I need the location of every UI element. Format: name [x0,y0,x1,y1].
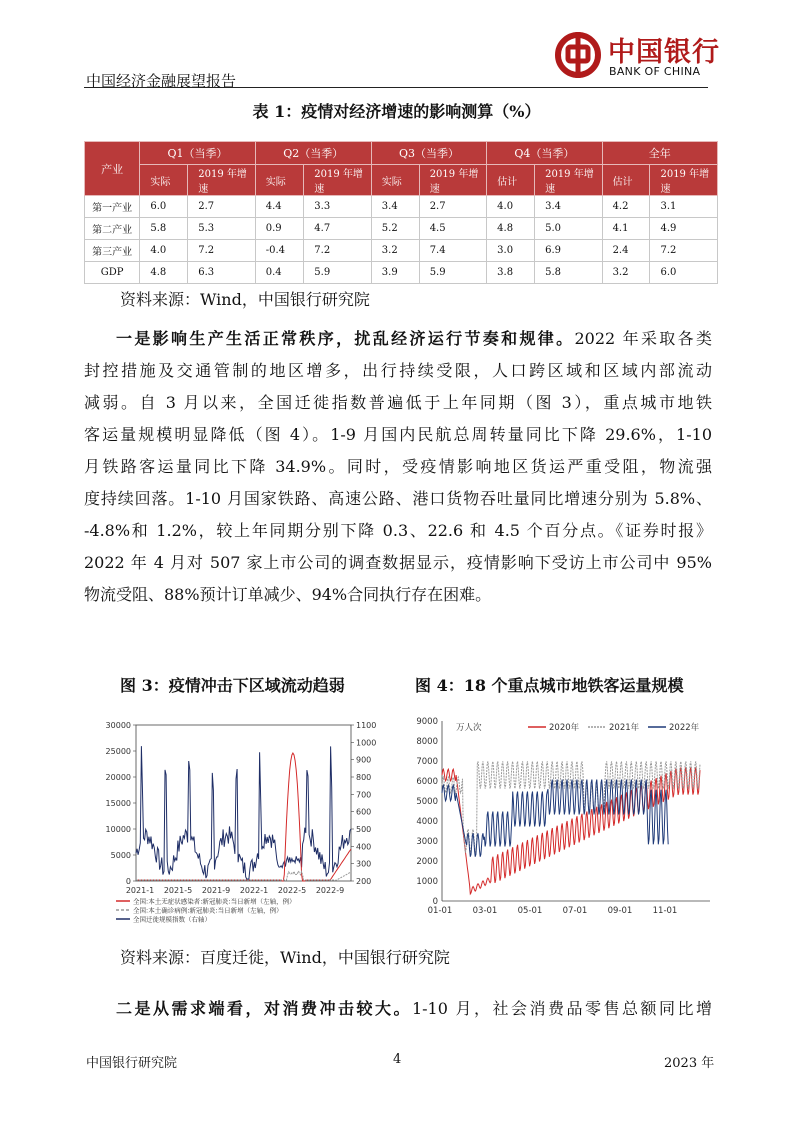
subheader: 估计 [487,165,535,196]
x-axis-tick-label: 11-01 [652,906,678,916]
table-cell: 6.9 [535,240,602,262]
subheader: 2019 年增速 [419,165,486,196]
paragraph-text: 2022 年采取各类 [574,329,712,348]
subheader: 估计 [602,165,650,196]
footer-org: 中国银行研究院 [86,1056,178,1071]
left-axis-tick-label: 25000 [105,747,131,756]
table-cell: 4.7 [304,218,371,240]
report-header-title: 中国经济金融展望报告 [86,72,237,90]
subheader: 2019 年增速 [304,165,371,196]
table-cell: 7.4 [419,240,486,262]
left-axis-tick-label: 15000 [105,799,131,808]
table-cell: 5.8 [140,218,188,240]
table-cell: 4.2 [602,196,650,218]
table-cell: 3.9 [371,262,419,284]
x-axis-tick-label: 09-01 [607,906,633,916]
y-axis-tick-label: 2000 [416,857,438,867]
x-axis-tick-label: 01-01 [427,906,453,916]
table-cell: -0.4 [255,240,304,262]
table-cell: 2.7 [419,196,486,218]
group-header: Q1（当季） [140,142,255,165]
row-label: 第三产业 [85,240,140,262]
legend-label: 全国:本土确诊病例:新冠肺炎:当日新增（左轴，例） [133,906,283,915]
subheader: 实际 [255,165,304,196]
table-cell: 3.0 [487,240,535,262]
right-axis-tick-label: 400 [356,842,372,852]
table-cell: 4.8 [487,218,535,240]
right-axis-tick-label: 700 [356,790,372,800]
series-2021 [442,761,700,852]
table-body [85,196,718,284]
table-cell: 7.2 [650,240,718,262]
y-axis-tick-label: 4000 [416,817,438,827]
logo-english-text: BANK OF CHINA [609,65,701,78]
x-axis-tick-label: 2022-1 [239,886,269,895]
figure3-title: 图 3：疫情冲击下区域流动趋弱 [120,676,345,695]
paragraph-line: -4.8%和 1.2%，较上年同期分别下降 0.3、22.6 和 4.5 个百分点。《证券时报》 [84,521,712,540]
table-cell: 4.9 [650,218,718,240]
table-cell: 0.4 [255,262,304,284]
y-axis-tick-label: 9000 [416,717,438,727]
left-axis-tick-label: 0 [125,877,131,886]
table-row [85,262,718,284]
group-header: Q2（当季） [255,142,371,165]
x-axis-tick-label: 2022-9 [315,886,345,895]
table-row [85,218,718,240]
page-number: 4 [393,1052,402,1067]
figure3-mobility-chart [96,713,386,943]
x-axis-tick-label: 2021-5 [163,886,193,895]
table-cell: 5.9 [419,262,486,284]
legend-label: 全国:本土无症状感染者:新冠肺炎:当日新增（左轴，例） [133,897,296,906]
right-axis-tick-label: 600 [356,807,372,817]
y-axis-tick-label: 5000 [416,797,438,807]
left-axis-tick-label: 10000 [105,825,131,834]
left-axis-tick-label: 30000 [105,721,131,730]
x-axis-tick-label: 2021-1 [125,886,155,895]
table-cell: 5.9 [304,262,371,284]
legend-label: 2020年 [549,723,580,733]
figure-source: 资料来源：百度迁徙，Wind，中国银行研究院 [120,948,450,967]
subheader: 2019 年增速 [188,165,255,196]
table-cell: 5.8 [535,262,602,284]
right-axis-tick-label: 200 [356,877,372,886]
y-axis-tick-label: 1000 [416,877,438,887]
table-cell: 6.0 [140,196,188,218]
subheader: 2019 年增速 [650,165,718,196]
paragraph-line: 物流受阻、88%预计订单减少、94%合同执行存在困难。 [84,585,492,604]
paragraph-text: 1-10 月，社会消费品零售总额同比增 [411,999,712,1018]
table-cell: 3.1 [650,196,718,218]
left-axis-tick-label: 5000 [110,851,131,860]
x-axis-tick-label: 2021-9 [201,886,231,895]
group-header: Q3（当季） [371,142,486,165]
header-rule [84,87,708,88]
y-axis-tick-label: 7000 [416,757,438,767]
table-cell: 6.3 [188,262,255,284]
group-header: 全年 [602,142,717,165]
table-cell: 3.2 [602,262,650,284]
table-cell: 5.2 [371,218,419,240]
table-cell: 3.3 [304,196,371,218]
right-axis-tick-label: 800 [356,773,372,782]
table-cell: 4.5 [419,218,486,240]
table-row [85,196,718,218]
row-label: 第一产业 [85,196,140,218]
row-header: 产业 [85,142,140,196]
paragraph-line [84,993,712,1025]
table-cell: 7.2 [304,240,371,262]
table-cell: 4.0 [487,196,535,218]
series-asymptomatic [136,753,351,881]
y-axis-tick-label: 6000 [416,777,438,787]
paragraph-line: 客运量规模明显降低（图 4）。1-9 月国内民航总周转量同比下降 29.6%，1-10 [84,425,712,444]
logo-chinese-text: 中国银行 [608,37,720,68]
right-axis-tick-label: 500 [356,825,372,834]
right-axis-tick-label: 900 [356,755,372,765]
paragraph-consumption [84,993,712,1025]
table-cell: 4.4 [255,196,304,218]
x-axis-tick-label: 2022-5 [277,886,307,895]
table-cell: 2.4 [602,240,650,262]
x-axis-tick-label: 05-01 [517,906,543,916]
table-cell: 7.2 [188,240,255,262]
figure4-subway-chart [410,713,715,923]
paragraph-line: 月铁路客运量同比下降 34.9%。同时，受疫情影响地区货运严重受阻，物流强 [84,457,712,476]
paragraph-line: 2022 年 4 月对 507 家上市公司的调查数据显示，疫情影响下受访上市公司中 95% [84,553,712,572]
paragraph-line: 减弱。自 3 月以来，全国迁徙指数普遍低于上年同期（图 3），重点城市地铁 [84,393,712,412]
y-axis-tick-label: 3000 [416,837,438,847]
table-cell: 3.2 [371,240,419,262]
paragraph-line: 度持续回落。1-10 月国家铁路、高速公路、港口货物吞吐量同比增速分别为 5.8%、 [84,489,712,508]
series-mobility-index [136,746,351,879]
table-cell: 3.4 [535,196,602,218]
group-header: Q4（当季） [487,142,602,165]
row-label: 第二产业 [85,218,140,240]
impact-table [84,141,718,284]
paragraph-lead: 一是影响生产生活正常秩序，扰乱经济运行节奏和规律。 [116,329,575,348]
table-cell: 4.8 [140,262,188,284]
table-source: 资料来源：Wind，中国银行研究院 [120,290,370,309]
left-axis-tick-label: 20000 [105,773,131,782]
right-axis-tick-label: 300 [356,859,372,869]
table-row [85,240,718,262]
y-axis-tick-label: 0 [432,897,438,907]
subheader: 2019 年增速 [535,165,602,196]
table-cell: 6.0 [650,262,718,284]
x-axis-tick-label: 07-01 [562,906,588,916]
table-cell: 2.7 [188,196,255,218]
legend-label: 2021年 [609,723,640,733]
y-axis-unit: 万人次 [456,723,482,733]
paragraph-mobility [84,323,712,611]
legend-label: 全国迁徙规模指数（右轴） [133,915,211,924]
table-cell: 5.0 [535,218,602,240]
table-cell: 4.0 [140,240,188,262]
table-cell: 3.4 [371,196,419,218]
right-axis-tick-label: 1100 [356,721,377,730]
table-cell: 4.1 [602,218,650,240]
right-axis-tick-label: 1000 [356,738,377,748]
x-axis-tick-label: 03-01 [472,906,498,916]
paragraph-lead: 二是从需求端看，对消费冲击较大。 [116,999,412,1018]
footer-year: 2023 年 [664,1056,715,1071]
legend-label: 2022年 [669,723,700,733]
row-label: GDP [85,262,140,284]
paragraph-line [84,323,712,355]
table-cell: 5.3 [188,218,255,240]
figure4-title: 图 4：18 个重点城市地铁客运量规模 [415,676,684,695]
subheader: 实际 [371,165,419,196]
table-cell: 3.8 [487,262,535,284]
table-cell: 0.9 [255,218,304,240]
table-title: 表 1：疫情对经济增速的影响测算（%） [252,102,541,121]
subheader: 实际 [140,165,188,196]
paragraph-line: 封控措施及交通管制的地区增多，出行持续受限，人口跨区域和区域内部流动 [84,361,712,380]
y-axis-tick-label: 8000 [416,737,438,747]
